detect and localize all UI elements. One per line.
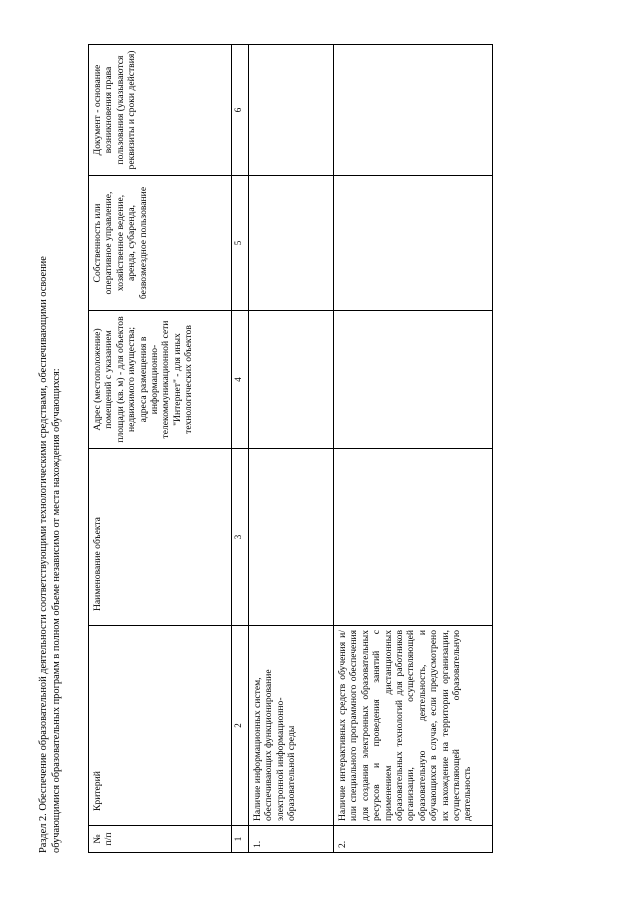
column-number: 6 <box>232 45 249 176</box>
header-cell-number: № п/п <box>89 826 232 853</box>
column-number-row <box>232 45 249 853</box>
ownership-cell <box>249 176 334 311</box>
address-cell <box>334 311 493 449</box>
row-number: 1. <box>249 826 334 853</box>
column-number: 2 <box>232 626 249 826</box>
column-number: 3 <box>232 449 249 626</box>
section-heading-line-1: Раздел 2. Обеспечение образовательной деятельности соответствующими технологическими средствами, обеспечивающими освоение <box>38 256 49 853</box>
object-name-cell <box>334 449 493 626</box>
header-cell-address: Адрес (местоположение) помещений с указанием площади (кв. м) - для объектов недвижимого имущества; адреса размещения в информационно-телекоммуникационной сети "Интернет" - для иных технологических объектов <box>89 311 232 449</box>
criterion-cell: Наличие информационных систем, обеспечивающих функционирование электронной информационно-образовательной среды <box>249 626 334 826</box>
section-heading <box>38 38 63 853</box>
row-number: 2. <box>334 826 493 853</box>
column-number: 5 <box>232 176 249 311</box>
document-cell <box>249 45 334 176</box>
criterion-cell: Наличие интерактивных средств обучения и/или специального программного обеспечения для создания электронных образовательных ресурсов и проведения занятий с применением дистанционных образовательных технологий для работников организации, осуществляющей образовательную деятельность, и обучающихся в случае, если предусмотрено их нахождение на территории организации, осуществляющей образовательную деятельность <box>334 626 493 826</box>
document-cell <box>334 45 493 176</box>
address-cell <box>249 311 334 449</box>
column-number: 1 <box>232 826 249 853</box>
header-cell-document: Документ - основание возникновения права пользования (указываются реквизиты и сроки действия) <box>89 45 232 176</box>
header-cell-criterion: Критерий <box>89 626 232 826</box>
section-heading-line-2: обучающимися образовательных программ в полном объеме независимо от места нахождения обучающихся: <box>50 368 62 853</box>
ownership-cell <box>334 176 493 311</box>
header-cell-ownership: Собственность или оперативное управление, хозяйственное ведение, аренда, субаренда, безвозмездное пользование <box>89 176 232 311</box>
resources-table <box>88 44 493 853</box>
table-header-row <box>89 45 232 853</box>
table-row <box>249 45 334 853</box>
column-number: 4 <box>232 311 249 449</box>
table-row <box>334 45 493 853</box>
object-name-cell <box>249 449 334 626</box>
header-cell-object-name: Наименование объекта <box>89 449 232 626</box>
